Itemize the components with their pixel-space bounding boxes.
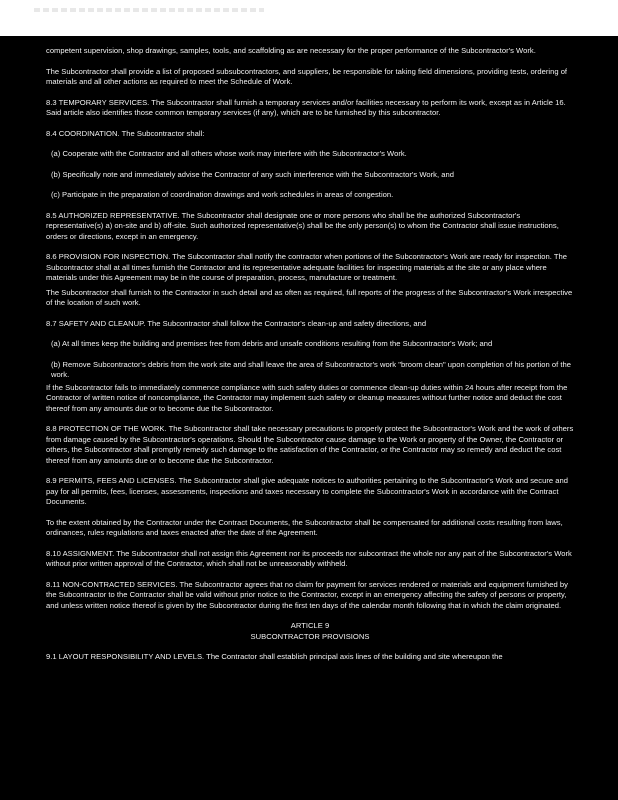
section-8-7-noncompliance: If the Subcontractor fails to immediately commence compliance with such safety duties or commence clean-up duties within 24 hours after receipt from the Contractor of written notice of noncompliance, the Contractor may implement such safety or cleanup measures without further notice and deduct the cost thereof from any amounts due or to become due the Subcontractor. [46,382,568,413]
section-8-5-authorized-representative: 8.5 AUTHORIZED REPRESENTATIVE. The Subcontractor shall designate one or more persons who shall be the authorized Subcontractor's representative(s) a) on-site and b) off-site. Such authorized representative(s) shall be the only person(s) to whom the Contractor shall issue instructions, orders or directions, except in an emergency. [46,210,559,241]
section-8-4-item-b: (b) Specifically note and immediately advise the Contractor of any such interference with the Subcontractor's Work, and [51,169,454,179]
faint-header-mark [34,8,264,12]
article-9-heading: ARTICLE 9 [290,621,330,630]
article-9-title: SUBCONTRACTOR PROVISIONS [250,631,370,641]
section-9-1-layout-responsibility: 9.1 LAYOUT RESPONSIBILITY AND LEVELS. The Contractor shall establish principal axis lines of the building and site whereupon the [46,652,503,661]
page-top-margin [0,0,618,36]
document-page [0,36,618,800]
section-8-4-coordination: 8.4 COORDINATION. The Subcontractor shall: [46,128,205,138]
section-8-11-non-contracted-services: 8.11 NON-CONTRACTED SERVICES. The Subcontractor agrees that no claim for payment for services rendered or materials and equipment furnished by the Subcontractor to the Contractor shall be valid without prior notice to the Contractor, except in an emergency affecting the safety of persons or property, and unless written notice thereof is given by the Subcontractor during the first ten days of the calendar month following that in which the claim originated. [46,579,568,610]
section-8-6-provision-for-inspection: 8.6 PROVISION FOR INSPECTION. The Subcontractor shall notify the contractor when portions of the Subcontractor's Work are ready for inspection. The Subcontractor shall at all times furnish the Contractor and its representative adequate facilities for inspecting materials at the site or any place where materials under this Agreement may be in the course of preparation, process, manufacture or treatment. [46,252,567,282]
section-8-8-protection-of-work: 8.8 PROTECTION OF THE WORK. The Subcontractor shall take necessary precautions to properly protect the Subcontractor's Work and the work of others from damage caused by the Subcontractor's operations. Should the Subcontractor cause damage to the Work or property of the Owner, the Contractor or others, the Subcontractor shall promptly remedy such damage to the satisfaction of the Contractor, or the Contractor may so remedy and deduct the cost thereof from any amounts due or to become due the Subcontractor. [46,424,574,465]
paragraph-supervision: competent supervision, shop drawings, samples, tools, and scaffolding as are necessary for the proper performance of the Subcontractor's Work. [46,46,536,55]
section-8-3-temporary-services: 8.3 TEMPORARY SERVICES. The Subcontractor shall furnish a temporary services and/or facilities necessary to perform its work, except as in Article 16. Said article also identifies those common temporary services (if any), which are to be furnished by this subcontractor. [46,97,566,117]
section-8-9-permits-fees-licenses: 8.9 PERMITS, FEES AND LICENSES. The Subcontractor shall give adequate notices to authorities pertaining to the Subcontractor's Work and secure and pay for all permits, fees, licenses, assessments, inspections and taxes necessary to complete the Subcontractor's Work in accordance with the Contract Documents. [46,476,568,506]
section-8-9-additional-costs: To the extent obtained by the Contractor under the Contract Documents, the Subcontractor shall be compensated for additional costs resulting from laws, ordinances, rules regulations and taxes enacted after the date of the Agreement. [46,517,563,537]
section-8-7-safety-and-cleanup: 8.7 SAFETY AND CLEANUP. The Subcontractor shall follow the Contractor's clean-up and safety directions, and [46,318,427,328]
section-8-6-progress-reports: The Subcontractor shall furnish to the Contractor in such detail and as often as required, full reports of the progress of the Subcontractor's Work irrespective of the location of such work. [46,287,573,307]
paragraph-subsubcontractors: The Subcontractor shall provide a list of proposed subsubcontractors, and suppliers, be responsible for taking field dimensions, providing tests, ordering of materials and all other actions as required to meet the Schedule of Work. [46,66,568,86]
section-8-10-assignment: 8.10 ASSIGNMENT. The Subcontractor shall not assign this Agreement nor its proceeds nor subcontract the whole nor any part of the Subcontractor's Work without prior written approval of the Contractor, which shall not be unreasonably withheld. [46,548,572,568]
section-8-4-item-c: (c) Participate in the preparation of coordination drawings and work schedules in areas of congestion. [51,190,394,199]
section-8-7-item-b: (b) Remove Subcontractor's debris from the work site and shall leave the area of Subcontractor's work "broom clean" upon completion of his portion of the work. [51,359,571,379]
section-8-4-item-a: (a) Cooperate with the Contractor and all others whose work may interfere with the Subcontractor's Work. [51,149,407,158]
document-body [46,46,574,673]
section-8-7-item-a: (a) At all times keep the building and premises free from debris and unsafe conditions resulting from the Subcontractor's Work; and [51,339,493,348]
